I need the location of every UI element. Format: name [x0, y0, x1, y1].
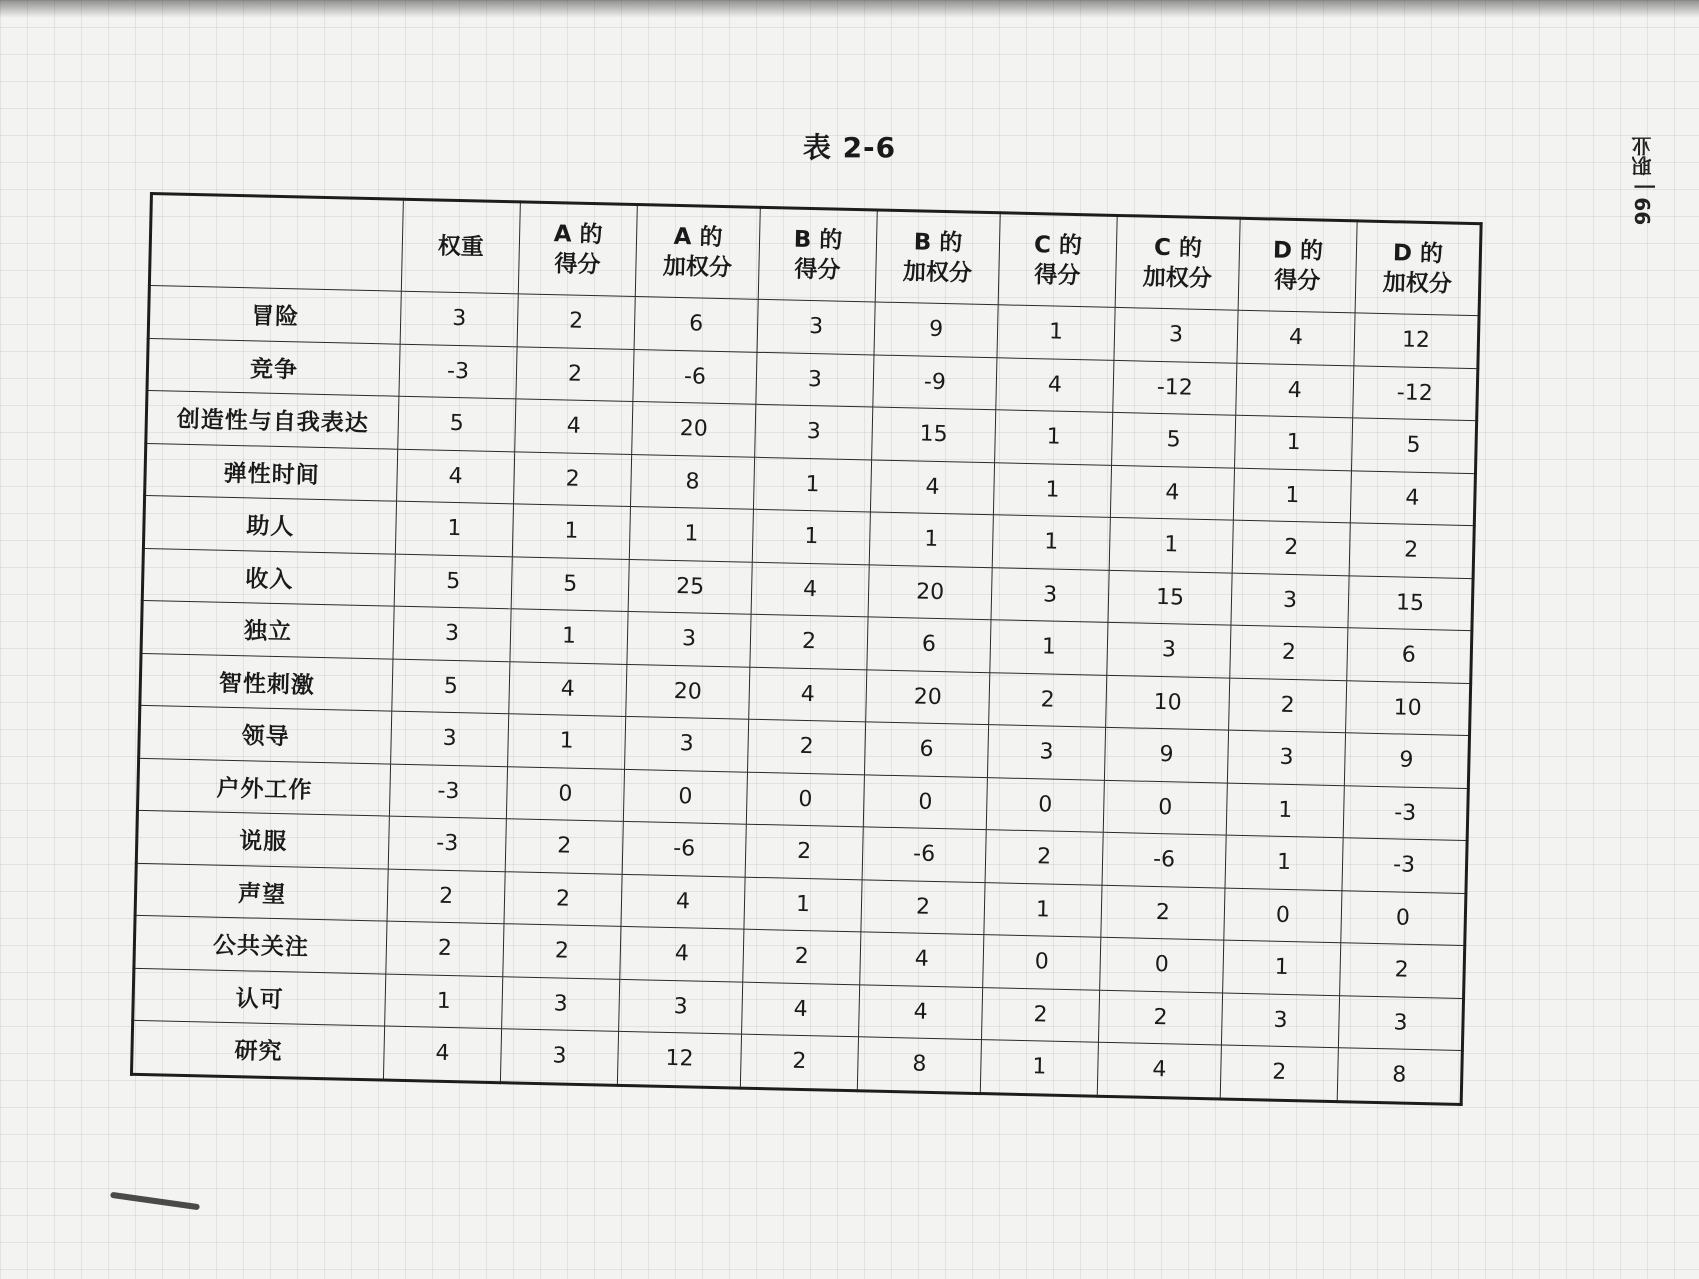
- table-cell: -6: [622, 821, 746, 876]
- table-cell: 4: [515, 399, 633, 454]
- table-cell: 2: [861, 879, 985, 934]
- row-label: 认可: [133, 968, 386, 1026]
- scan-edge-shadow: [0, 0, 1699, 18]
- table-cell: 5: [1351, 418, 1476, 473]
- table-cell: 3: [393, 606, 511, 661]
- table-cell: 1: [508, 714, 626, 769]
- table-container: [130, 192, 1483, 1106]
- column-header: [635, 205, 760, 300]
- table-cell: 2: [989, 672, 1107, 727]
- table-cell: 3: [756, 352, 874, 407]
- table-cell: 2: [1101, 885, 1225, 940]
- table-cell: 12: [1354, 313, 1479, 368]
- table-cell: 2: [1220, 1045, 1338, 1101]
- table-cell: 4: [509, 661, 627, 716]
- table-cell: 15: [872, 407, 996, 462]
- table-cell: 0: [623, 769, 747, 824]
- table-cell: 1: [869, 512, 993, 567]
- table-cell: 4: [1236, 363, 1354, 418]
- table-cell: 9: [1344, 733, 1469, 788]
- table-cell: 3: [757, 299, 875, 354]
- table-cell: 6: [634, 297, 758, 352]
- table-cell: 1: [1225, 835, 1343, 890]
- column-header-text: D 的: [1272, 237, 1324, 265]
- table-cell: -9: [873, 354, 997, 409]
- table-cell: 10: [1106, 675, 1230, 730]
- column-header: [875, 210, 1000, 305]
- table-cell: -3: [1342, 838, 1467, 893]
- table-cell: 5: [511, 556, 629, 611]
- row-label: 独立: [141, 600, 394, 658]
- table-cell: 8: [630, 454, 754, 509]
- table-cell: 20: [626, 664, 750, 719]
- table-cell: 0: [746, 772, 864, 827]
- column-header: [1115, 215, 1240, 310]
- running-head: 99 | 职业: [1631, 136, 1655, 226]
- table-cell: 2: [505, 819, 623, 874]
- table-cell: 2: [1232, 520, 1350, 575]
- table-cell: 0: [863, 774, 987, 829]
- table-cell: 5: [392, 659, 510, 714]
- table-cell: 12: [617, 1031, 741, 1087]
- table-cell: -12: [1113, 360, 1237, 415]
- table-cell: 4: [996, 357, 1114, 412]
- table-cell: 4: [1097, 1042, 1221, 1098]
- column-header-text: 得分: [1034, 262, 1081, 290]
- table-cell: 0: [1103, 780, 1227, 835]
- table-cell: 3: [991, 567, 1109, 622]
- table-cell: 0: [1341, 890, 1466, 945]
- table-cell: 1: [1109, 517, 1233, 572]
- row-label: 创造性与自我表达: [146, 390, 399, 448]
- table-cell: 2: [740, 1034, 858, 1090]
- table-cell: 3: [625, 716, 749, 771]
- table-cell: 3: [987, 725, 1105, 780]
- table-cell: 3: [502, 976, 620, 1031]
- table-cell: 4: [620, 926, 744, 981]
- table-cell: 4: [742, 982, 860, 1037]
- column-header-text: A 的: [673, 223, 723, 251]
- header-corner-cell: [149, 194, 403, 292]
- table-cell: 4: [751, 562, 869, 617]
- row-label: 领导: [139, 705, 392, 763]
- table-cell: 2: [503, 924, 621, 979]
- table-cell: 3: [1107, 622, 1231, 677]
- table-cell: -3: [399, 344, 517, 399]
- row-label: 说服: [136, 810, 389, 868]
- table-cell: 1: [744, 877, 862, 932]
- table-cell: 8: [1337, 1048, 1462, 1104]
- column-header-text: 权重: [437, 233, 485, 261]
- table-cell: 1: [980, 1040, 1098, 1096]
- table-cell: 15: [1348, 575, 1473, 630]
- table-cell: 3: [755, 404, 873, 459]
- table-cell: 0: [983, 935, 1101, 990]
- table-cell: 2: [1349, 523, 1474, 578]
- table-cell: 20: [868, 564, 992, 619]
- table-cell: 2: [1340, 943, 1465, 998]
- table-cell: 8: [857, 1037, 981, 1093]
- table-cell: 2: [514, 451, 632, 506]
- table-cell: 2: [1098, 990, 1222, 1045]
- weighted-score-table: [130, 192, 1483, 1106]
- table-body: [131, 286, 1479, 1104]
- table-cell: 1: [984, 882, 1102, 937]
- column-header-text: 加权分: [1382, 269, 1453, 298]
- row-label: 竞争: [147, 338, 400, 396]
- table-cell: 4: [749, 667, 867, 722]
- table-cell: 3: [1231, 573, 1349, 628]
- table-cell: 3: [500, 1029, 618, 1085]
- table-cell: 0: [1224, 888, 1342, 943]
- row-label: 研究: [131, 1020, 384, 1079]
- column-header: [758, 207, 877, 302]
- column-header: [998, 213, 1117, 308]
- table-caption: 表 2-6: [802, 131, 897, 164]
- table-cell: 9: [874, 302, 998, 357]
- table-cell: -6: [633, 349, 757, 404]
- table-cell: 3: [619, 979, 743, 1034]
- table-cell: 1: [1223, 940, 1341, 995]
- column-header-text: 加权分: [902, 259, 973, 287]
- table-cell: 0: [986, 777, 1104, 832]
- table-cell: 1: [995, 410, 1113, 465]
- row-label: 公共关注: [134, 915, 387, 973]
- table-cell: 1: [990, 620, 1108, 675]
- table-cell: 3: [1338, 995, 1463, 1050]
- table-cell: 2: [981, 987, 1099, 1042]
- row-label: 收入: [142, 548, 395, 606]
- column-header: [1238, 218, 1357, 313]
- row-label: 弹性时间: [145, 443, 398, 501]
- table-cell: 10: [1346, 680, 1471, 735]
- table-cell: 1: [1226, 783, 1344, 838]
- table-cell: 2: [387, 869, 505, 924]
- table-cell: 1: [993, 462, 1111, 517]
- table-cell: 20: [632, 402, 756, 457]
- table-cell: 25: [628, 559, 752, 614]
- table-cell: 0: [1100, 937, 1224, 992]
- table-cell: 1: [992, 515, 1110, 570]
- table-cell: 20: [866, 669, 990, 724]
- table-cell: 1: [629, 506, 753, 561]
- row-label: 智性刺激: [140, 653, 393, 711]
- column-header: [401, 199, 520, 294]
- table-cell: 2: [1230, 625, 1348, 680]
- table-cell: 3: [1114, 307, 1238, 362]
- column-header-text: 加权分: [1142, 264, 1213, 293]
- column-header-text: 得分: [554, 251, 601, 279]
- table-cell: 5: [398, 396, 516, 451]
- table-cell: 4: [621, 874, 745, 929]
- table-cell: 6: [864, 722, 988, 777]
- column-header-text: 得分: [1273, 267, 1321, 295]
- table-cell: 3: [1221, 993, 1339, 1048]
- row-label: 助人: [143, 495, 396, 553]
- table-cell: 9: [1104, 727, 1228, 782]
- table-cell: 1: [997, 305, 1115, 360]
- table-cell: 1: [385, 974, 503, 1029]
- table-cell: -6: [862, 827, 986, 882]
- table-cell: 4: [1110, 465, 1234, 520]
- table-cell: -3: [388, 816, 506, 871]
- table-cell: 2: [985, 830, 1103, 885]
- table-cell: 2: [516, 346, 634, 401]
- table-cell: 4: [859, 984, 983, 1039]
- table-cell: 0: [506, 766, 624, 821]
- table-cell: 1: [395, 501, 513, 556]
- column-header-text: A 的: [553, 221, 603, 249]
- table-cell: 5: [394, 554, 512, 609]
- table-cell: 2: [748, 719, 866, 774]
- table-cell: 1: [510, 609, 628, 664]
- table-cell: 1: [1233, 468, 1351, 523]
- table-cell: -6: [1102, 832, 1226, 887]
- table-cell: -12: [1353, 365, 1478, 420]
- table-cell: 5: [1112, 412, 1236, 467]
- row-label: 冒险: [148, 286, 401, 344]
- column-header-text: D 的: [1392, 240, 1444, 268]
- table-cell: 4: [1237, 310, 1355, 365]
- table-cell: 4: [870, 459, 994, 514]
- table-cell: -3: [389, 764, 507, 819]
- row-label: 户外工作: [137, 758, 390, 816]
- column-header-text: B 的: [793, 226, 843, 254]
- scan-smudge: [110, 1192, 200, 1210]
- column-header-text: 得分: [794, 256, 841, 284]
- column-header-text: 加权分: [662, 253, 733, 282]
- table-cell: 4: [397, 449, 515, 504]
- table-cell: 2: [743, 929, 861, 984]
- column-header-text: C 的: [1153, 234, 1203, 262]
- table-cell: 2: [517, 294, 635, 349]
- table-cell: 6: [1347, 628, 1472, 683]
- table-cell: 6: [867, 617, 991, 672]
- table-cell: -3: [1343, 785, 1468, 840]
- column-header: [1355, 221, 1481, 316]
- table-cell: 2: [745, 824, 863, 879]
- table-cell: 3: [1227, 730, 1345, 785]
- column-header: [518, 202, 637, 297]
- table-cell: 3: [627, 611, 751, 666]
- table-cell: 4: [1350, 470, 1475, 525]
- table-cell: 2: [750, 614, 868, 669]
- table-cell: 1: [752, 509, 870, 564]
- column-header-text: B 的: [913, 229, 963, 257]
- table-cell: 1: [512, 504, 630, 559]
- table-cell: 15: [1108, 570, 1232, 625]
- column-header-text: C 的: [1033, 232, 1083, 260]
- table-cell: 2: [386, 921, 504, 976]
- table-cell: 1: [1235, 415, 1353, 470]
- table-cell: 1: [753, 457, 871, 512]
- row-label: 声望: [135, 863, 388, 921]
- table-cell: 4: [860, 932, 984, 987]
- table-cell: 4: [383, 1026, 501, 1082]
- table-cell: 2: [504, 871, 622, 926]
- table-cell: 3: [400, 291, 518, 346]
- table-cell: 3: [391, 711, 509, 766]
- table-cell: 2: [1229, 678, 1347, 733]
